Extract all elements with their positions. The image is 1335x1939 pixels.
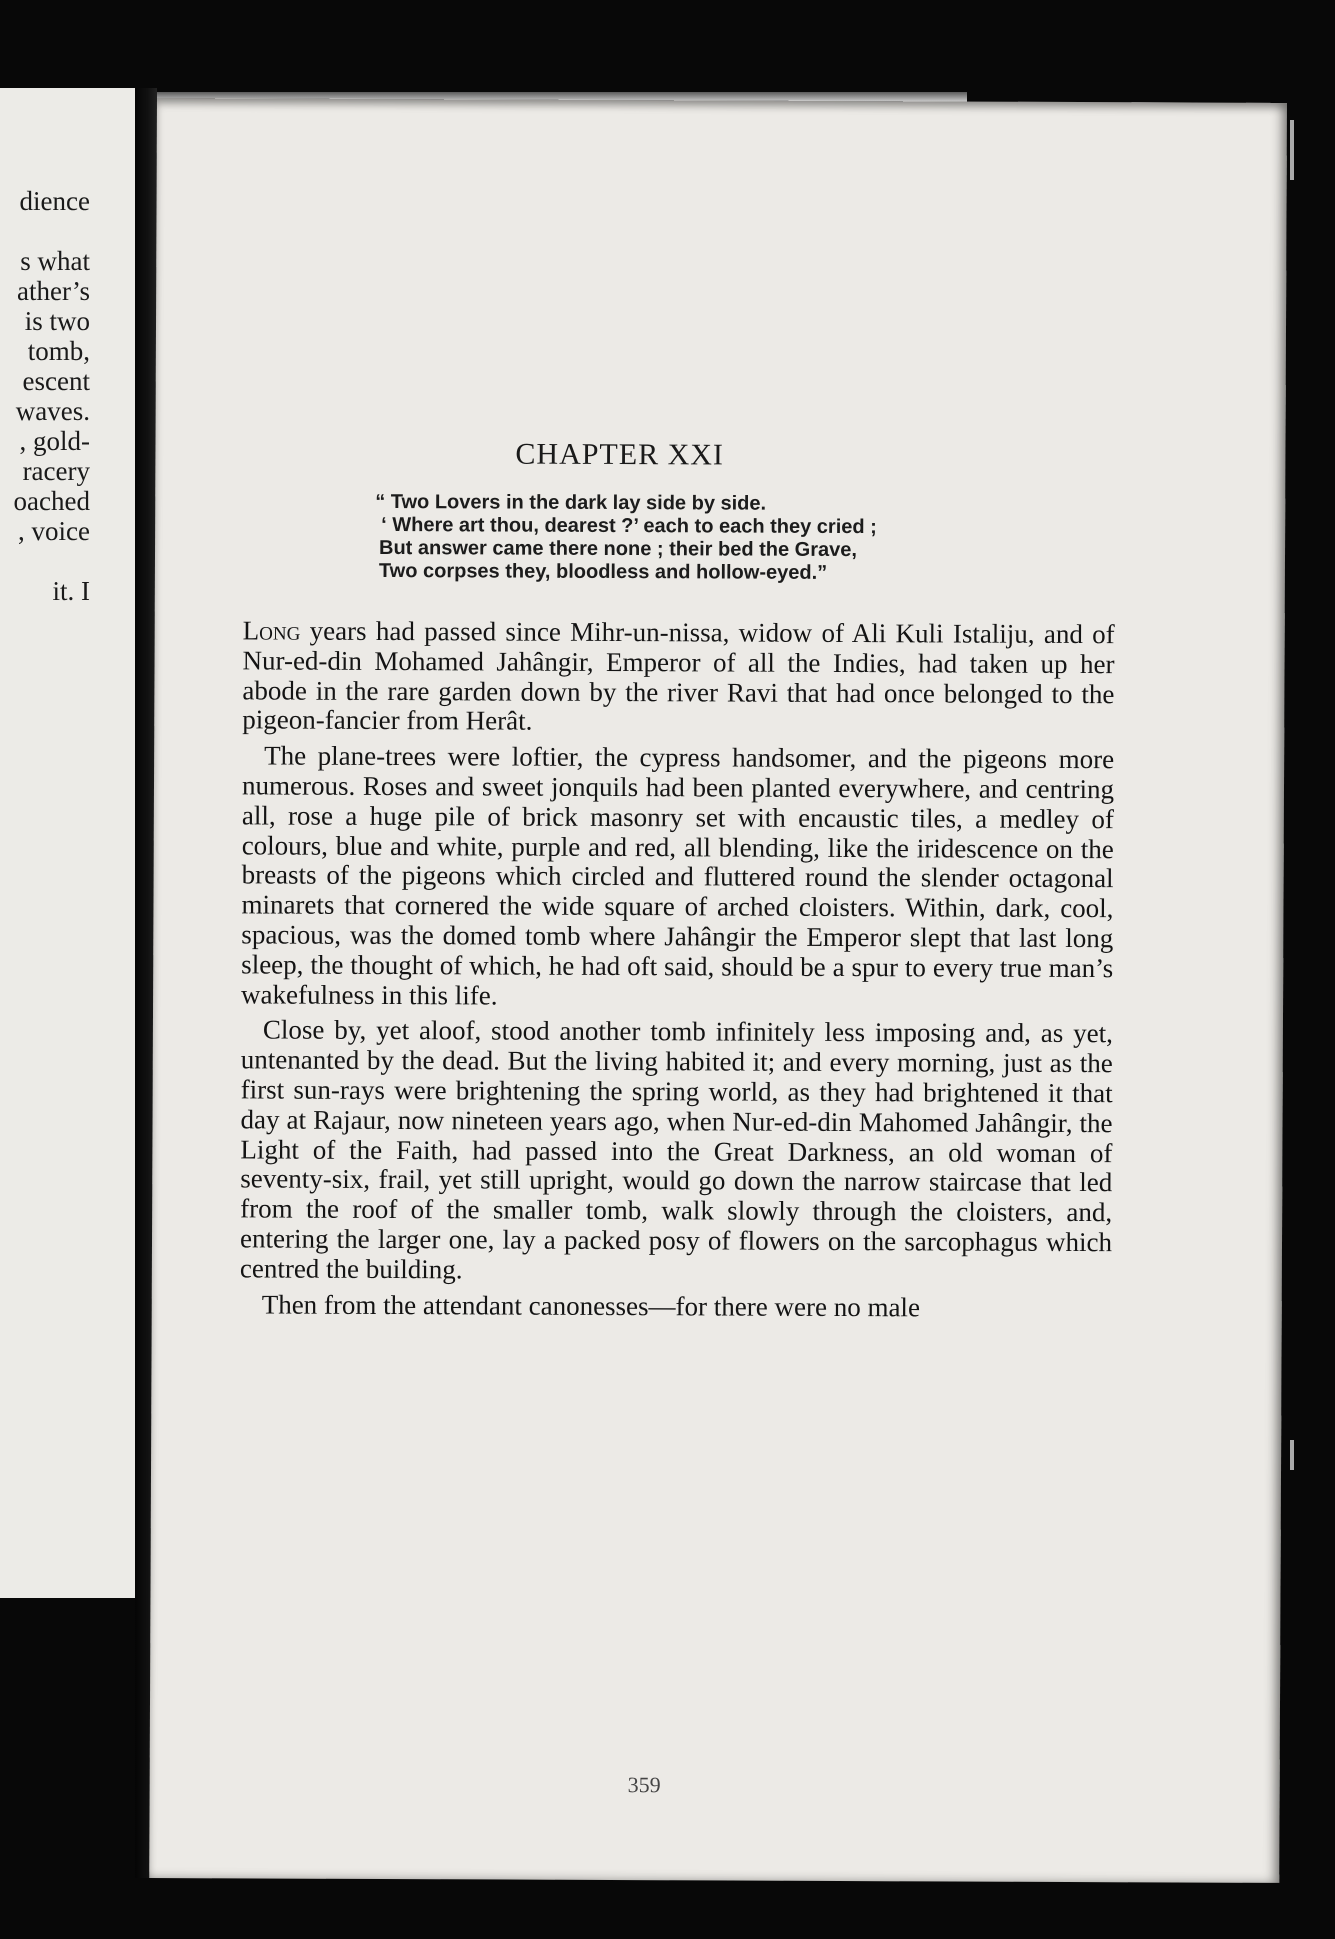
- left-page-line: is two: [24, 306, 90, 336]
- book-page: [149, 98, 1287, 1883]
- left-page-line: , voice: [18, 516, 90, 546]
- left-page-line: , gold-: [19, 426, 90, 456]
- paragraph: Then from the attendant canonesses—for there were no male: [261, 1288, 921, 1322]
- epigraph-line: ‘ Where art thou, dearest ?’ each to each they cried ;: [381, 513, 877, 539]
- left-page-line: oached: [13, 486, 90, 516]
- epigraph-line: But answer came there none ; their bed the Grave,: [378, 536, 858, 562]
- epigraph-line: “ Two Lovers in the dark lay side by side.: [375, 490, 767, 515]
- epigraph: [375, 491, 935, 585]
- opening-word: Long: [242, 615, 301, 646]
- left-page-line: waves.: [15, 396, 90, 426]
- left-page-line: ather’s: [17, 276, 90, 306]
- page-number: 359: [627, 1772, 661, 1798]
- page-edge-mark: [1290, 120, 1294, 180]
- left-page-line: racery: [22, 456, 90, 486]
- chapter-body: [240, 616, 1115, 1329]
- left-page-line: it. I: [52, 576, 90, 606]
- left-page-line: tomb,: [27, 336, 90, 366]
- previous-page-fragment: [0, 88, 135, 1598]
- left-page-line: escent: [22, 366, 90, 396]
- left-page-line: dience: [19, 186, 90, 216]
- paragraph: [242, 616, 1115, 739]
- paragraph: Close by, yet aloof, stood another tomb infinitely less imposing and, as yet, untenanted by the dead. But the living habited it; and every morning, just as the first sun-rays were brightening the spring world, as they had brightened it that day at Rajaur, now nineteen years ago, when Nur-ed-din Mahomed Jahângir, the Light of the Faith, had passed into the Great Darkness, an old woman of seventy-six, frail, yet still upright, would go down the narrow staircase that led from the roof of the smaller tomb, walk slowly through the cloisters, and, entering the larger one, lay a packed posy of flowers on the sarcophagus which centred the building.: [239, 1014, 1113, 1285]
- left-page-line: s what: [20, 246, 90, 276]
- paragraph-text: years had passed since Mihr-un-nissa, widow of Ali Kuli Istaliju, and of Nur-ed-din Mohamed Jahângir, Emperor of all the Indies, had taken up her abode in the rare garden down by the river Ravi that had once belonged to the pigeon-fancier from Herât.: [242, 615, 1115, 737]
- chapter-title: CHAPTER XXI: [515, 437, 725, 472]
- page-edge-mark: [1290, 1440, 1294, 1470]
- epigraph-line: Two corpses they, bloodless and hollow-eyed.”: [378, 559, 828, 584]
- paragraph: The plane-trees were loftier, the cypress handsomer, and the pigeons more numerous. Roses and sweet jonquils had been planted everywhere, and centring all, rose a huge pile of brick masonry set with encaustic tiles, a medley of colours, blue and white, purple and red, all blending, like the iridescence on the breasts of the pigeons which circled and fluttered round the slender octagonal minarets that cornered the wide square of arched cloisters. Within, dark, cool, spacious, was the domed tomb where Jahângir the Emperor slept that last long sleep, the thought of which, he had oft said, should be a spur to every true man’s wakefulness in this life.: [241, 740, 1115, 1011]
